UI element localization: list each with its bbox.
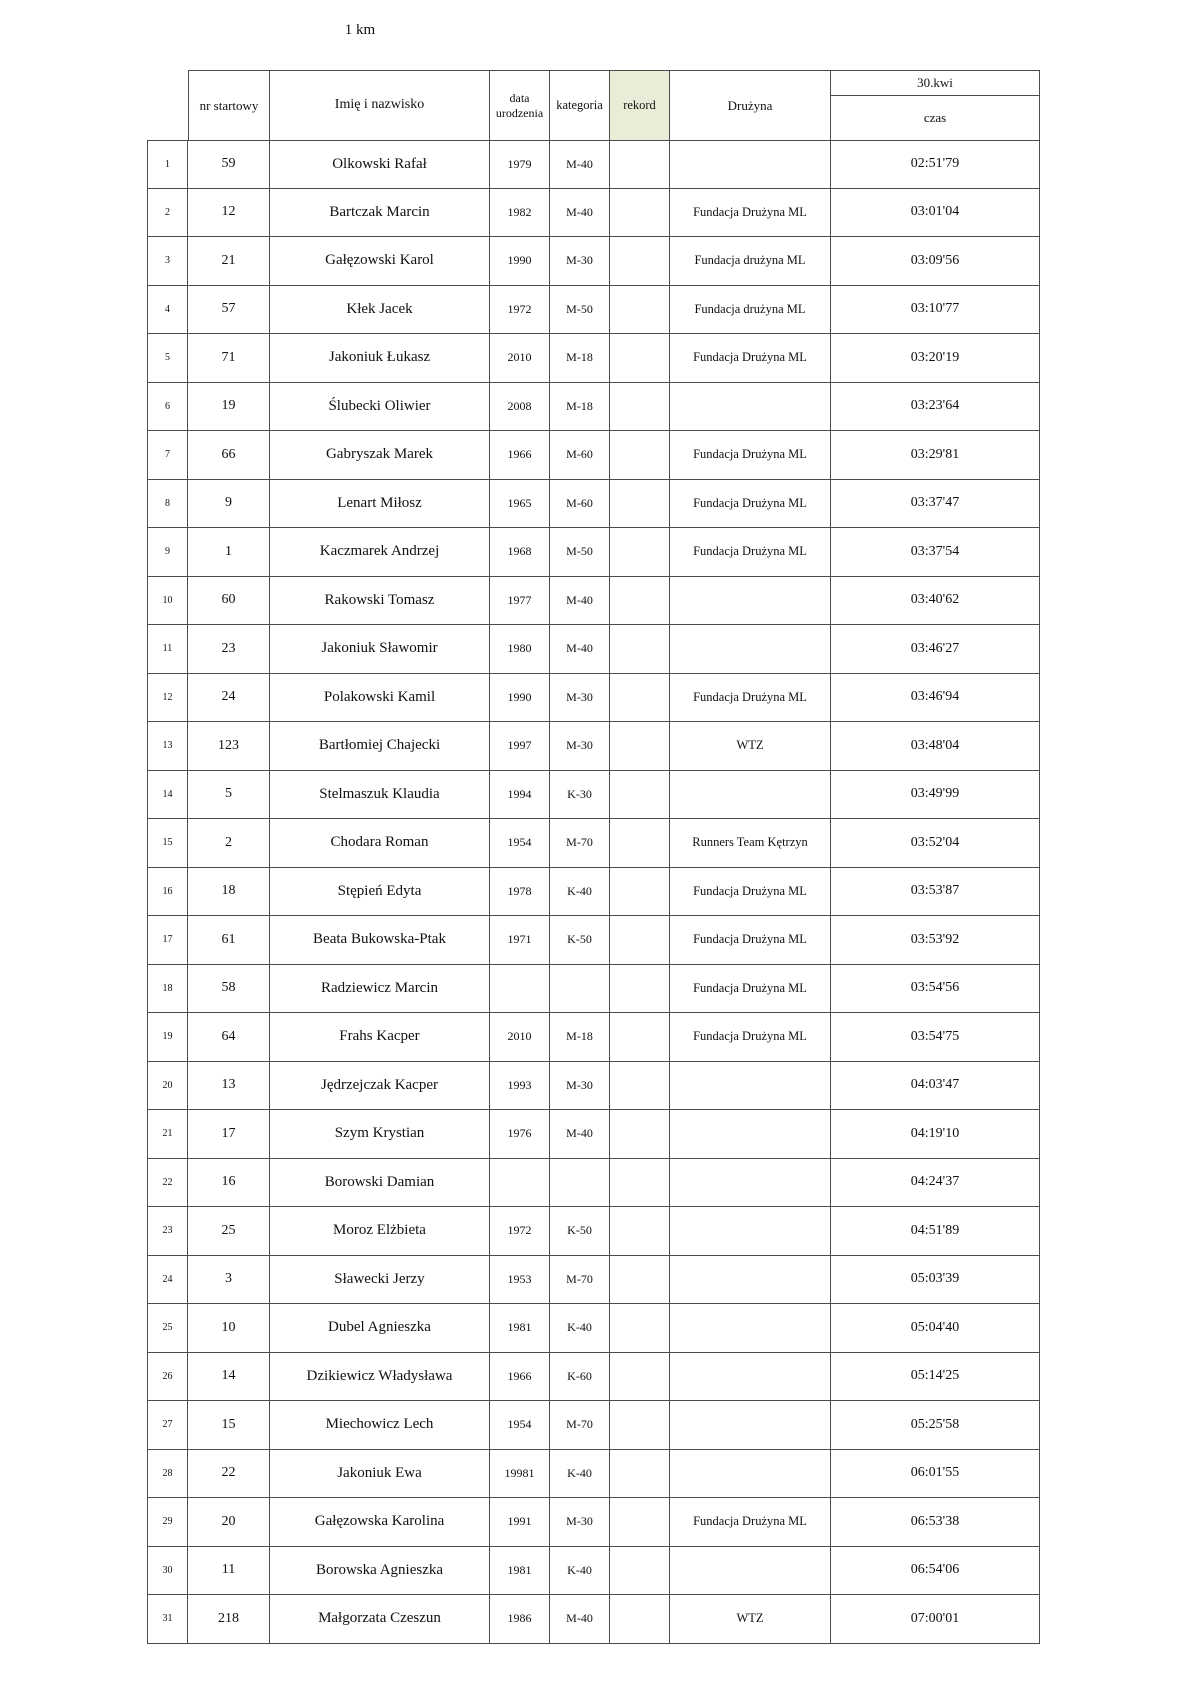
cell-nr: 23 [188,625,270,674]
cell-birth: 1972 [490,286,550,335]
cell-category: K-40 [550,1547,610,1596]
cell-team: Fundacja Drużyna ML [670,480,831,529]
cell-nr: 13 [188,1062,270,1111]
cell-category: M-30 [550,722,610,771]
cell-team [670,1110,831,1159]
cell-birth: 1978 [490,868,550,917]
cell-birth: 2010 [490,334,550,383]
cell-name: Jakoniuk Łukasz [270,334,490,383]
cell-category: M-30 [550,1062,610,1111]
cell-record [610,674,670,723]
cell-birth: 1977 [490,577,550,626]
cell-pos: 6 [147,383,188,432]
cell-record [610,431,670,480]
cell-nr: 61 [188,916,270,965]
cell-team: Fundacja Drużyna ML [670,674,831,723]
cell-category: M-50 [550,286,610,335]
cell-nr: 218 [188,1595,270,1644]
cell-time: 03:54'56 [831,965,1040,1014]
cell-nr: 24 [188,674,270,723]
cell-birth: 1990 [490,674,550,723]
cell-birth: 1994 [490,771,550,820]
cell-birth: 1966 [490,1353,550,1402]
cell-record [610,916,670,965]
cell-record [610,1353,670,1402]
cell-record [610,577,670,626]
cell-pos: 16 [147,868,188,917]
cell-category: M-18 [550,383,610,432]
cell-category: K-50 [550,916,610,965]
cell-birth: 2008 [490,383,550,432]
cell-name: Lenart Miłosz [270,480,490,529]
cell-category: M-60 [550,431,610,480]
cell-time: 03:46'94 [831,674,1040,723]
cell-record [610,1498,670,1547]
cell-category: M-40 [550,625,610,674]
cell-record [610,334,670,383]
cell-category: M-40 [550,189,610,238]
cell-pos: 30 [147,1547,188,1596]
cell-time: 04:51'89 [831,1207,1040,1256]
cell-nr: 18 [188,868,270,917]
cell-team [670,1062,831,1111]
cell-team: WTZ [670,722,831,771]
cell-category [550,965,610,1014]
cell-birth: 1991 [490,1498,550,1547]
cell-team: Fundacja Drużyna ML [670,1498,831,1547]
table-header [188,70,1040,140]
cell-time: 04:24'37 [831,1159,1040,1208]
cell-nr: 64 [188,1013,270,1062]
cell-team: Fundacja Drużyna ML [670,916,831,965]
cell-category: K-40 [550,1304,610,1353]
cell-record [610,1062,670,1111]
col-header-nr-startowy: nr startowy [188,70,270,140]
cell-birth: 1966 [490,431,550,480]
cell-category: M-50 [550,528,610,577]
col-header-data-urodzenia: data urodzenia [490,70,550,140]
cell-name: Jakoniuk Sławomir [270,625,490,674]
cell-birth: 1981 [490,1304,550,1353]
cell-time: 06:54'06 [831,1547,1040,1596]
cell-time: 03:52'04 [831,819,1040,868]
cell-name: Gabryszak Marek [270,431,490,480]
cell-pos: 8 [147,480,188,529]
cell-pos: 7 [147,431,188,480]
cell-birth: 1979 [490,140,550,189]
cell-birth [490,1159,550,1208]
cell-time: 03:53'92 [831,916,1040,965]
cell-time: 03:09'56 [831,237,1040,286]
cell-birth: 1954 [490,1401,550,1450]
cell-category: K-50 [550,1207,610,1256]
cell-team: Fundacja Drużyna ML [670,431,831,480]
cell-nr: 22 [188,1450,270,1499]
cell-birth: 1954 [490,819,550,868]
cell-pos: 27 [147,1401,188,1450]
cell-birth: 1981 [490,1547,550,1596]
cell-team: Runners Team Kętrzyn [670,819,831,868]
cell-team [670,771,831,820]
cell-team [670,1547,831,1596]
cell-nr: 15 [188,1401,270,1450]
cell-nr: 9 [188,480,270,529]
cell-nr: 123 [188,722,270,771]
cell-record [610,383,670,432]
cell-time: 05:25'58 [831,1401,1040,1450]
cell-record [610,1595,670,1644]
cell-nr: 59 [188,140,270,189]
cell-record [610,819,670,868]
cell-record [610,140,670,189]
cell-pos: 29 [147,1498,188,1547]
cell-birth: 1953 [490,1256,550,1305]
cell-birth: 1971 [490,916,550,965]
cell-pos: 26 [147,1353,188,1402]
cell-team: Fundacja Drużyna ML [670,528,831,577]
cell-pos: 2 [147,189,188,238]
cell-nr: 1 [188,528,270,577]
cell-pos: 19 [147,1013,188,1062]
cell-category: K-60 [550,1353,610,1402]
cell-pos: 11 [147,625,188,674]
cell-birth: 1976 [490,1110,550,1159]
cell-time: 07:00'01 [831,1595,1040,1644]
cell-record [610,965,670,1014]
cell-category: M-40 [550,140,610,189]
cell-record [610,1013,670,1062]
cell-name: Ślubecki Oliwier [270,383,490,432]
cell-nr: 19 [188,383,270,432]
cell-category: M-18 [550,334,610,383]
cell-name: Moroz Elżbieta [270,1207,490,1256]
cell-time: 03:23'64 [831,383,1040,432]
cell-category: M-30 [550,237,610,286]
cell-team [670,1256,831,1305]
cell-time: 03:46'27 [831,625,1040,674]
cell-birth: 1986 [490,1595,550,1644]
cell-name: Sławecki Jerzy [270,1256,490,1305]
cell-name: Rakowski Tomasz [270,577,490,626]
cell-team [670,577,831,626]
cell-nr: 17 [188,1110,270,1159]
cell-pos: 12 [147,674,188,723]
cell-birth: 1980 [490,625,550,674]
cell-record [610,771,670,820]
cell-category: K-40 [550,1450,610,1499]
cell-pos: 24 [147,1256,188,1305]
cell-name: Jakoniuk Ewa [270,1450,490,1499]
cell-pos: 17 [147,916,188,965]
cell-birth: 1982 [490,189,550,238]
cell-nr: 16 [188,1159,270,1208]
cell-record [610,286,670,335]
cell-nr: 66 [188,431,270,480]
cell-pos: 14 [147,771,188,820]
cell-nr: 25 [188,1207,270,1256]
cell-name: Małgorzata Czeszun [270,1595,490,1644]
cell-team: Fundacja Drużyna ML [670,868,831,917]
cell-record [610,1207,670,1256]
cell-time: 03:54'75 [831,1013,1040,1062]
cell-nr: 10 [188,1304,270,1353]
cell-time: 04:19'10 [831,1110,1040,1159]
cell-record [610,1450,670,1499]
cell-record [610,1547,670,1596]
cell-time: 03:37'54 [831,528,1040,577]
page-title: 1 km [344,22,376,38]
col-header-imie-nazwisko: Imię i nazwisko [270,70,490,140]
cell-nr: 20 [188,1498,270,1547]
cell-birth: 1990 [490,237,550,286]
cell-name: Szym Krystian [270,1110,490,1159]
cell-name: Frahs Kacper [270,1013,490,1062]
cell-name: Chodara Roman [270,819,490,868]
cell-category: M-70 [550,819,610,868]
cell-team [670,1159,831,1208]
cell-nr: 12 [188,189,270,238]
cell-category [550,1159,610,1208]
cell-name: Borowska Agnieszka [270,1547,490,1596]
cell-name: Kaczmarek Andrzej [270,528,490,577]
cell-record [610,625,670,674]
cell-name: Radziewicz Marcin [270,965,490,1014]
cell-birth [490,965,550,1014]
cell-nr: 21 [188,237,270,286]
cell-record [610,1401,670,1450]
cell-birth: 1965 [490,480,550,529]
cell-team [670,140,831,189]
cell-record [610,1256,670,1305]
cell-birth: 1993 [490,1062,550,1111]
cell-record [610,480,670,529]
cell-nr: 14 [188,1353,270,1402]
cell-category: M-18 [550,1013,610,1062]
cell-category: M-70 [550,1256,610,1305]
cell-time: 03:20'19 [831,334,1040,383]
cell-time: 06:01'55 [831,1450,1040,1499]
cell-team: Fundacja Drużyna ML [670,965,831,1014]
cell-time: 03:53'87 [831,868,1040,917]
cell-name: Gałęzowska Karolina [270,1498,490,1547]
cell-name: Bartczak Marcin [270,189,490,238]
cell-name: Dzikiewicz Władysława [270,1353,490,1402]
cell-pos: 25 [147,1304,188,1353]
cell-pos: 4 [147,286,188,335]
cell-pos: 15 [147,819,188,868]
cell-name: Miechowicz Lech [270,1401,490,1450]
cell-category: M-60 [550,480,610,529]
cell-nr: 57 [188,286,270,335]
cell-time: 02:51'79 [831,140,1040,189]
cell-category: K-30 [550,771,610,820]
cell-pos: 1 [147,140,188,189]
cell-name: Stelmaszuk Klaudia [270,771,490,820]
cell-name: Dubel Agnieszka [270,1304,490,1353]
cell-time: 05:04'40 [831,1304,1040,1353]
cell-time: 05:03'39 [831,1256,1040,1305]
cell-team: Fundacja Drużyna ML [670,189,831,238]
cell-team: Fundacja Drużyna ML [670,1013,831,1062]
cell-time: 03:49'99 [831,771,1040,820]
cell-birth: 2010 [490,1013,550,1062]
cell-nr: 5 [188,771,270,820]
col-header-kategoria: kategoria [550,70,610,140]
cell-team: Fundacja Drużyna ML [670,334,831,383]
cell-pos: 9 [147,528,188,577]
cell-name: Beata Bukowska-Ptak [270,916,490,965]
cell-name: Jędrzejczak Kacper [270,1062,490,1111]
cell-team [670,1353,831,1402]
cell-record [610,868,670,917]
cell-category: M-40 [550,1110,610,1159]
cell-time: 06:53'38 [831,1498,1040,1547]
cell-pos: 5 [147,334,188,383]
cell-pos: 28 [147,1450,188,1499]
col-header-rekord: rekord [610,70,670,140]
cell-name: Borowski Damian [270,1159,490,1208]
cell-time: 03:40'62 [831,577,1040,626]
cell-pos: 3 [147,237,188,286]
cell-nr: 60 [188,577,270,626]
cell-time: 05:14'25 [831,1353,1040,1402]
cell-team: Fundacja drużyna ML [670,286,831,335]
cell-time: 03:48'04 [831,722,1040,771]
cell-birth: 1972 [490,1207,550,1256]
cell-time: 03:10'77 [831,286,1040,335]
cell-name: Bartłomiej Chajecki [270,722,490,771]
cell-nr: 2 [188,819,270,868]
cell-nr: 58 [188,965,270,1014]
cell-name: Olkowski Rafał [270,140,490,189]
results-table [147,140,1040,1644]
cell-team: WTZ [670,1595,831,1644]
cell-name: Gałęzowski Karol [270,237,490,286]
cell-category: M-30 [550,1498,610,1547]
cell-pos: 13 [147,722,188,771]
cell-team [670,1207,831,1256]
cell-category: M-40 [550,577,610,626]
cell-team: Fundacja drużyna ML [670,237,831,286]
cell-time: 04:03'47 [831,1062,1040,1111]
cell-pos: 20 [147,1062,188,1111]
col-header-czas: czas [831,96,1040,140]
cell-team [670,625,831,674]
col-header-druzyna: Drużyna [670,70,831,140]
cell-pos: 31 [147,1595,188,1644]
cell-record [610,1159,670,1208]
cell-time: 03:29'81 [831,431,1040,480]
cell-record [610,1110,670,1159]
cell-name: Polakowski Kamil [270,674,490,723]
cell-record [610,722,670,771]
cell-birth: 19981 [490,1450,550,1499]
cell-time: 03:37'47 [831,480,1040,529]
cell-nr: 3 [188,1256,270,1305]
cell-record [610,189,670,238]
cell-team [670,1304,831,1353]
cell-name: Stępień Edyta [270,868,490,917]
cell-nr: 71 [188,334,270,383]
cell-category: M-30 [550,674,610,723]
cell-category: M-70 [550,1401,610,1450]
cell-pos: 18 [147,965,188,1014]
cell-pos: 10 [147,577,188,626]
cell-nr: 11 [188,1547,270,1596]
cell-pos: 23 [147,1207,188,1256]
cell-time: 03:01'04 [831,189,1040,238]
cell-pos: 21 [147,1110,188,1159]
cell-record [610,528,670,577]
cell-birth: 1968 [490,528,550,577]
cell-name: Kłek Jacek [270,286,490,335]
cell-team [670,1401,831,1450]
col-header-date: 30.kwi [831,70,1040,96]
cell-team [670,1450,831,1499]
cell-record [610,237,670,286]
cell-category: K-40 [550,868,610,917]
cell-team [670,383,831,432]
cell-record [610,1304,670,1353]
cell-category: M-40 [550,1595,610,1644]
cell-birth: 1997 [490,722,550,771]
cell-pos: 22 [147,1159,188,1208]
